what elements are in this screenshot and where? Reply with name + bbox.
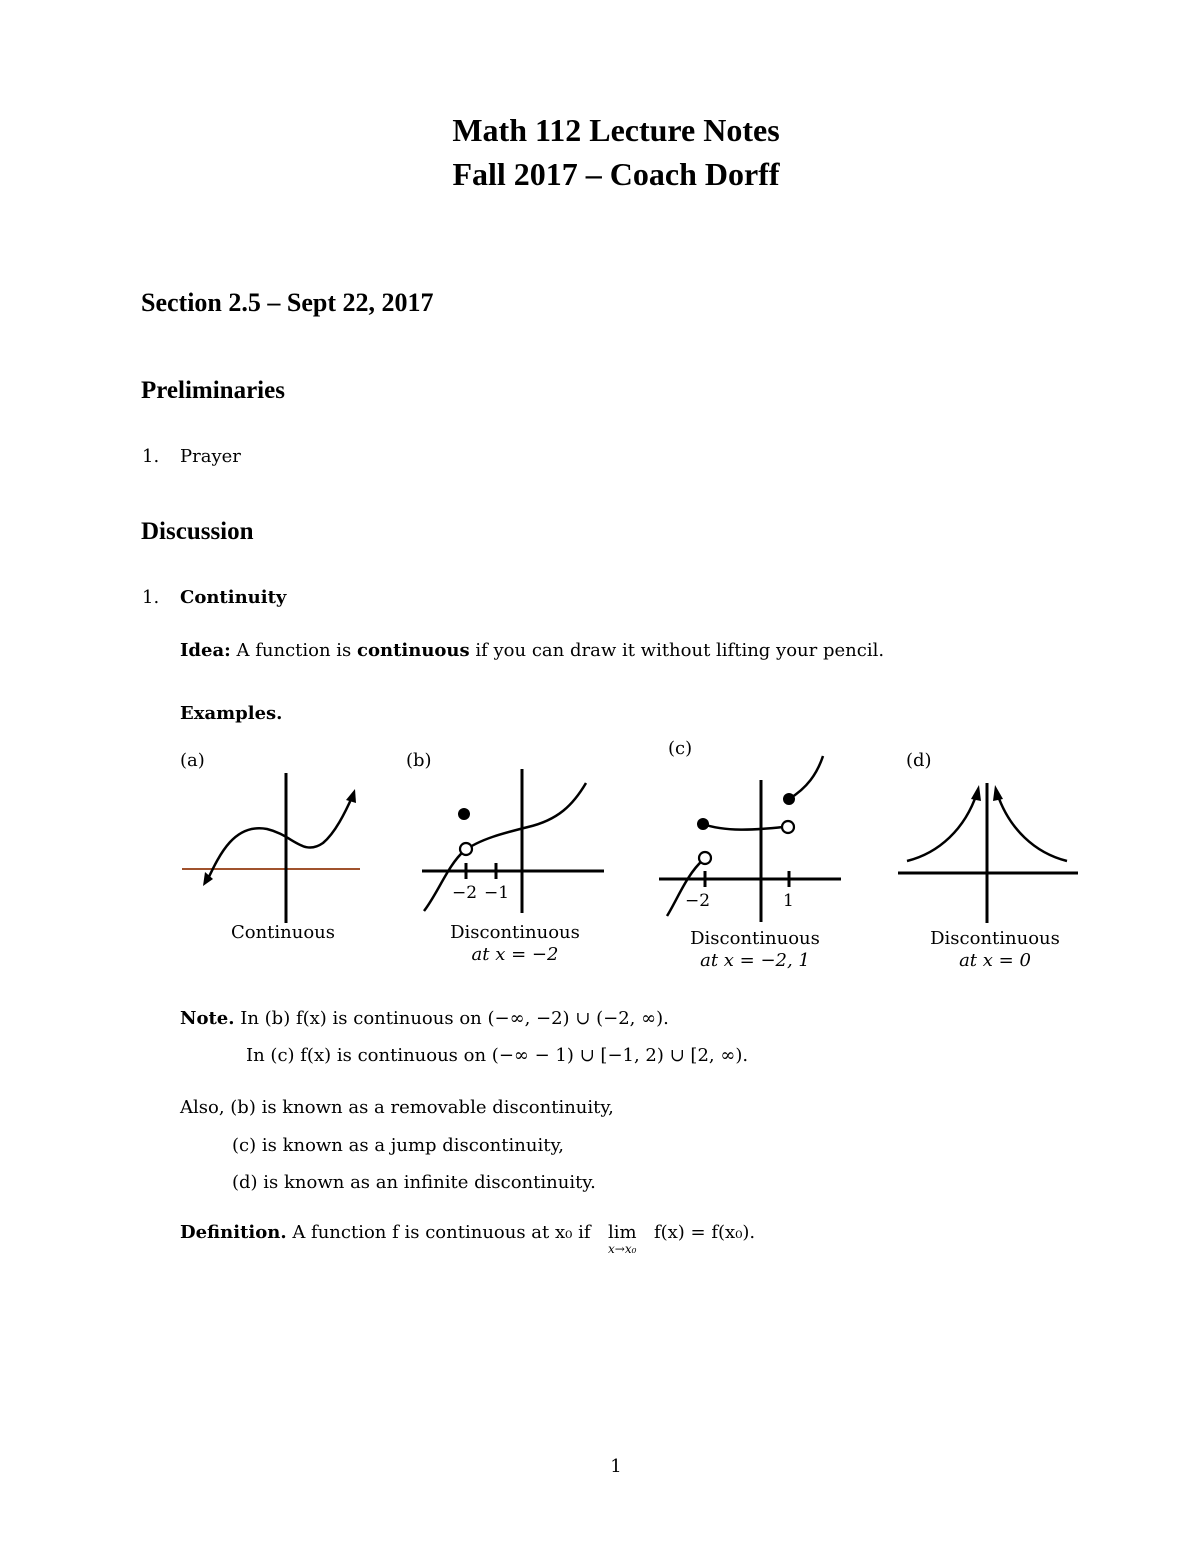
note-label: Note. <box>180 1008 235 1029</box>
figure-d-graph <box>895 775 1085 925</box>
figure-c-open-point-left <box>699 852 711 864</box>
page-number: 1 <box>610 1456 622 1477</box>
note-line-2: In (c) f(x) is continuous on (−∞ − 1) ∪ [−1, 2) ∪ [2, ∞). <box>246 1045 749 1066</box>
figure-b-tick-label-neg2: −2 <box>452 883 478 903</box>
figure-d-caption <box>910 928 1080 972</box>
figure-c-caption-line1: Discontinuous <box>690 928 820 949</box>
figure-b-caption-line1: Discontinuous <box>450 922 580 943</box>
idea-paragraph <box>180 640 884 661</box>
examples-label: Examples. <box>180 703 283 724</box>
definition-text: A function f is continuous at x₀ if <box>292 1222 591 1243</box>
discussion-item-title: Continuity <box>180 587 287 608</box>
figure-c-tick-label-neg2: −2 <box>685 891 711 911</box>
also-line-3: (d) is known as an infinite discontinuity. <box>232 1172 596 1193</box>
section-heading: Section 2.5 – Sept 22, 2017 <box>141 288 434 317</box>
idea-emphasis: continuous <box>357 640 470 661</box>
figure-a-graph <box>175 765 370 925</box>
figure-b-graph <box>418 765 613 915</box>
figure-c-caption-line2: at x = −2, 1 <box>700 950 810 971</box>
figure-d-curve-right <box>997 793 1067 861</box>
figure-a-caption <box>198 922 368 944</box>
figure-a-arrow-right <box>346 789 356 803</box>
title-line-2: Fall 2017 – Coach Dorff <box>452 156 780 192</box>
figure-a-caption-line1: Continuous <box>230 922 336 943</box>
figure-b-open-point <box>460 843 472 855</box>
figure-b-caption-line2: at x = −2 <box>471 944 559 965</box>
figure-d-curve-left <box>907 793 977 861</box>
figure-a-label: (a) <box>180 750 205 771</box>
definition-label: Definition. <box>180 1222 287 1243</box>
limit-symbol: lim <box>607 1222 637 1243</box>
figure-d-label: (d) <box>906 750 932 771</box>
figure-d-caption-line2: at x = 0 <box>959 950 1031 971</box>
idea-text-before: A function is <box>236 640 352 661</box>
title-line-1: Math 112 Lecture Notes <box>452 112 780 148</box>
figure-c-curve-middle <box>703 824 783 830</box>
preliminaries-heading: Preliminaries <box>141 377 285 404</box>
figure-c-label: (c) <box>668 738 693 759</box>
figure-c-open-point-right <box>782 821 794 833</box>
figure-c-tick-label-1: 1 <box>783 891 794 911</box>
discussion-heading: Discussion <box>141 518 254 545</box>
discussion-item-number: 1. <box>142 587 160 608</box>
definition-line <box>180 1222 756 1256</box>
figure-d-arrow-left <box>971 785 981 801</box>
figure-b-caption <box>430 922 600 966</box>
figure-b-filled-point <box>458 808 470 820</box>
figure-b-label: (b) <box>406 750 432 771</box>
preliminaries-item-number: 1. <box>142 446 160 467</box>
idea-label: Idea: <box>180 640 231 661</box>
figure-d-caption-line1: Discontinuous <box>930 928 1060 949</box>
note-text-1: In (b) f(x) is continuous on (−∞, −2) ∪ (−2, ∞). <box>240 1008 669 1029</box>
figure-d-arrow-right <box>993 785 1003 801</box>
note-line-1 <box>180 1008 669 1029</box>
figure-c-caption <box>670 928 840 972</box>
preliminaries-item-text: Prayer <box>180 446 241 467</box>
figure-c-curve-right <box>789 756 823 799</box>
limit-operator <box>596 1222 648 1256</box>
also-line-2: (c) is known as a jump discontinuity, <box>232 1135 564 1156</box>
figure-b-tick-label-neg1: −1 <box>484 883 510 903</box>
figure-c-graph <box>655 750 850 925</box>
idea-text-after: if you can draw it without lifting your pencil. <box>475 640 885 661</box>
definition-expression: f(x) = f(x₀). <box>653 1222 756 1243</box>
also-line-1: Also, (b) is known as a removable discontinuity, <box>180 1097 614 1118</box>
limit-subscript: x→x₀ <box>608 1242 637 1256</box>
